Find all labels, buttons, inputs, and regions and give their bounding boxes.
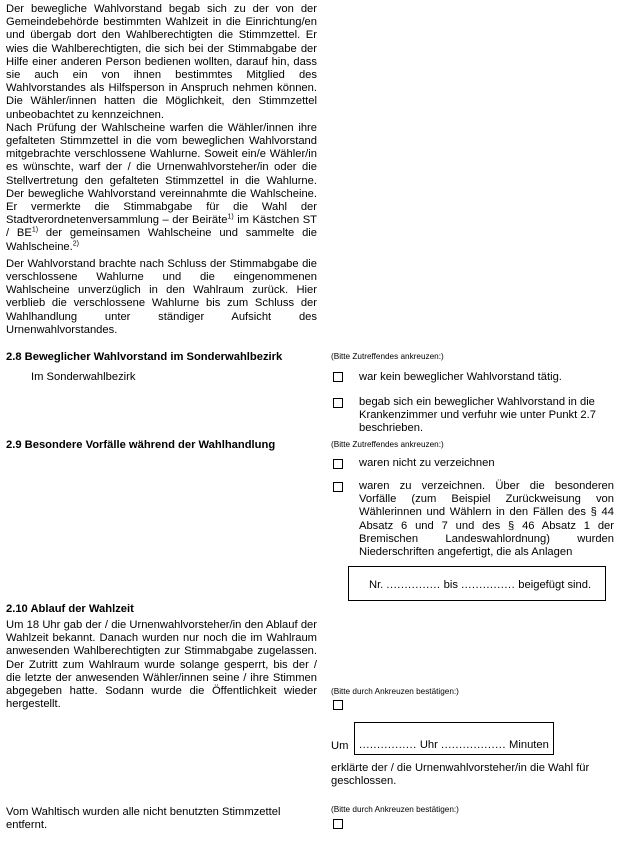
intro-paragraph-1: Der bewegliche Wahlvorstand begab sich zu der von der Gemeindebehörde bestimmten Wahlzeit in die Einrichtung/en und übergab dort den Wahlberechtigten die Stimmzettel. Er wies die Wahlberechtigten, die sich bei der Stimmabgabe der Hilfe einer anderen Person bedienen wollten, darauf hin, dass sie auch ein von ihnen bestimmtes Mitglied des Wahlvorstandes als Hilfsperson in Anspruch nehmen können. Die Wähler/innen hatten die Möglichkeit, den Stimmzettel unbeobachtet zu kennzeichnen. [6,3,317,121]
intro-paragraph-3: Der Wahlvorstand brachte nach Schluss der Stimmabgabe die verschlossene Wahlurne und die eingenommenen Wahlscheine unverzüglich in den Wahlraum zurück. Hier verblieb die verschlossene Wahlurne bis zum Schluss der Wahlhandlung unter ständiger Aufsicht des Urnenwahlvorstandes. [6,257,317,336]
closed-text: erklärte der / die Urnenwahlvorsteher/in die Wahl für geschlossen. [331,762,590,788]
intro-paragraph-2 [6,122,317,254]
um-label: Um [331,740,349,752]
section-2-8-heading: 2.8 Beweglicher Wahlvorstand im Sonderwahlbezirk [6,351,283,363]
uhr-label: Uhr [419,739,438,751]
nr-from-field[interactable]: ............... [386,579,441,591]
option-no-mobile-board: war kein beweglicher Wahlvorstand tätig. [359,371,562,383]
checkbox-confirm-voting-end[interactable] [333,700,343,710]
section-2-8-label: Im Sonderwahlbezirk [31,371,136,383]
unused-ballots-hint: (Bitte durch Ankreuzen bestätigen:) [331,805,459,814]
section-2-10-hint: (Bitte durch Ankreuzen bestätigen:) [331,687,459,696]
nr-label: Nr. [369,579,384,591]
checkbox-mobile-board-active[interactable] [333,398,343,408]
nr-suffix: beigefügt sind. [518,579,592,591]
footnote-ref: 2) [72,239,79,247]
section-2-10-text: Um 18 Uhr gab der / die Urnenwahlvorsteher/in den Ablauf der Wahlzeit bekannt. Danach wurden nur noch die im Wahlraum anwesenden Wahlberechtigten zur Stimmabgabe zugelassen. Der Zutritt zum Wahlraum wurde solange gesperrt, bis der / die letzte der anwesenden Wähler/innen seine / ihre Stimmen abgegeben hatte. Sodann wurde die Öffentlichkeit wieder hergestellt. [6,619,317,711]
section-2-8-hint: (Bitte Zutreffendes ankreuzen:) [331,352,444,361]
intro-section [6,3,317,337]
section-2-9-heading: 2.9 Besondere Vorfälle während der Wahlhandlung [6,439,276,451]
option-no-incidents: waren nicht zu verzeichnen [359,457,495,469]
hour-field[interactable]: ................ [359,739,417,751]
time-entry-line [359,739,549,752]
attachment-number-line [369,579,591,592]
unused-ballots-text: Vom Wahltisch wurden alle nicht benutzten Stimmzettel entfernt. [6,806,281,832]
nr-bis-label: bis [443,579,458,591]
footnote-ref: 1) [227,213,234,221]
section-2-10-heading: 2.10 Ablauf der Wahlzeit [6,603,134,615]
time-entry-box [354,722,554,755]
checkbox-incidents-recorded[interactable] [333,482,343,492]
checkbox-no-incidents[interactable] [333,459,343,469]
option-mobile-board-active: begab sich ein beweglicher Wahlvorstand in die Krankenzimmer und verfuhr wie unter Punkt 2.7 beschrieben. [359,396,596,435]
attachment-number-box [348,566,606,601]
footnote-ref: 1) [31,226,39,234]
intro-paragraph-2-c: der gemeinsamen Wahlscheine und sammelte die Wahlscheine. [6,227,317,253]
checkbox-no-mobile-board[interactable] [333,372,343,382]
option-incidents-recorded: waren zu verzeichnen. Über die besonderen Vorfälle (zum Beispiel Zurückweisung von Wählerinnen und Wählern in den Fällen des § 44 Absatz 6 und 7 und des § 46 Absatz 1 der Bremischen Landeswahlordnung) wurden Niederschriften angefertigt, die als Anlagen [359,480,614,559]
intro-paragraph-2-b: im Kästchen ST / BE [6,214,318,240]
checkbox-confirm-unused-ballots[interactable] [333,819,343,829]
minuten-label: Minuten [509,739,549,751]
nr-to-field[interactable]: ............... [461,579,516,591]
section-2-9-hint: (Bitte Zutreffendes ankreuzen:) [331,440,444,449]
minute-field[interactable]: .................. [440,739,506,751]
intro-paragraph-2-a: Nach Prüfung der Wahlscheine warfen die Wähler/innen ihre gefalteten Stimmzettel in die vom beweglichen Wahlvorstand mitgebrachte verschlossene Wahlurne. Soweit ein/e Wähler/in es wünschte, warf der / die Urnenwahlvorsteher/in oder die Stellvertretung den gefalteten Stimmzettel in die Wahlurne. Der bewegliche Wahlvorstand vereinnahmte die Wahlscheine. Er vermerkte die Stimmabgabe für die Wahl der Stadtverordnetenversammlung – der Beiräte [6,121,317,227]
